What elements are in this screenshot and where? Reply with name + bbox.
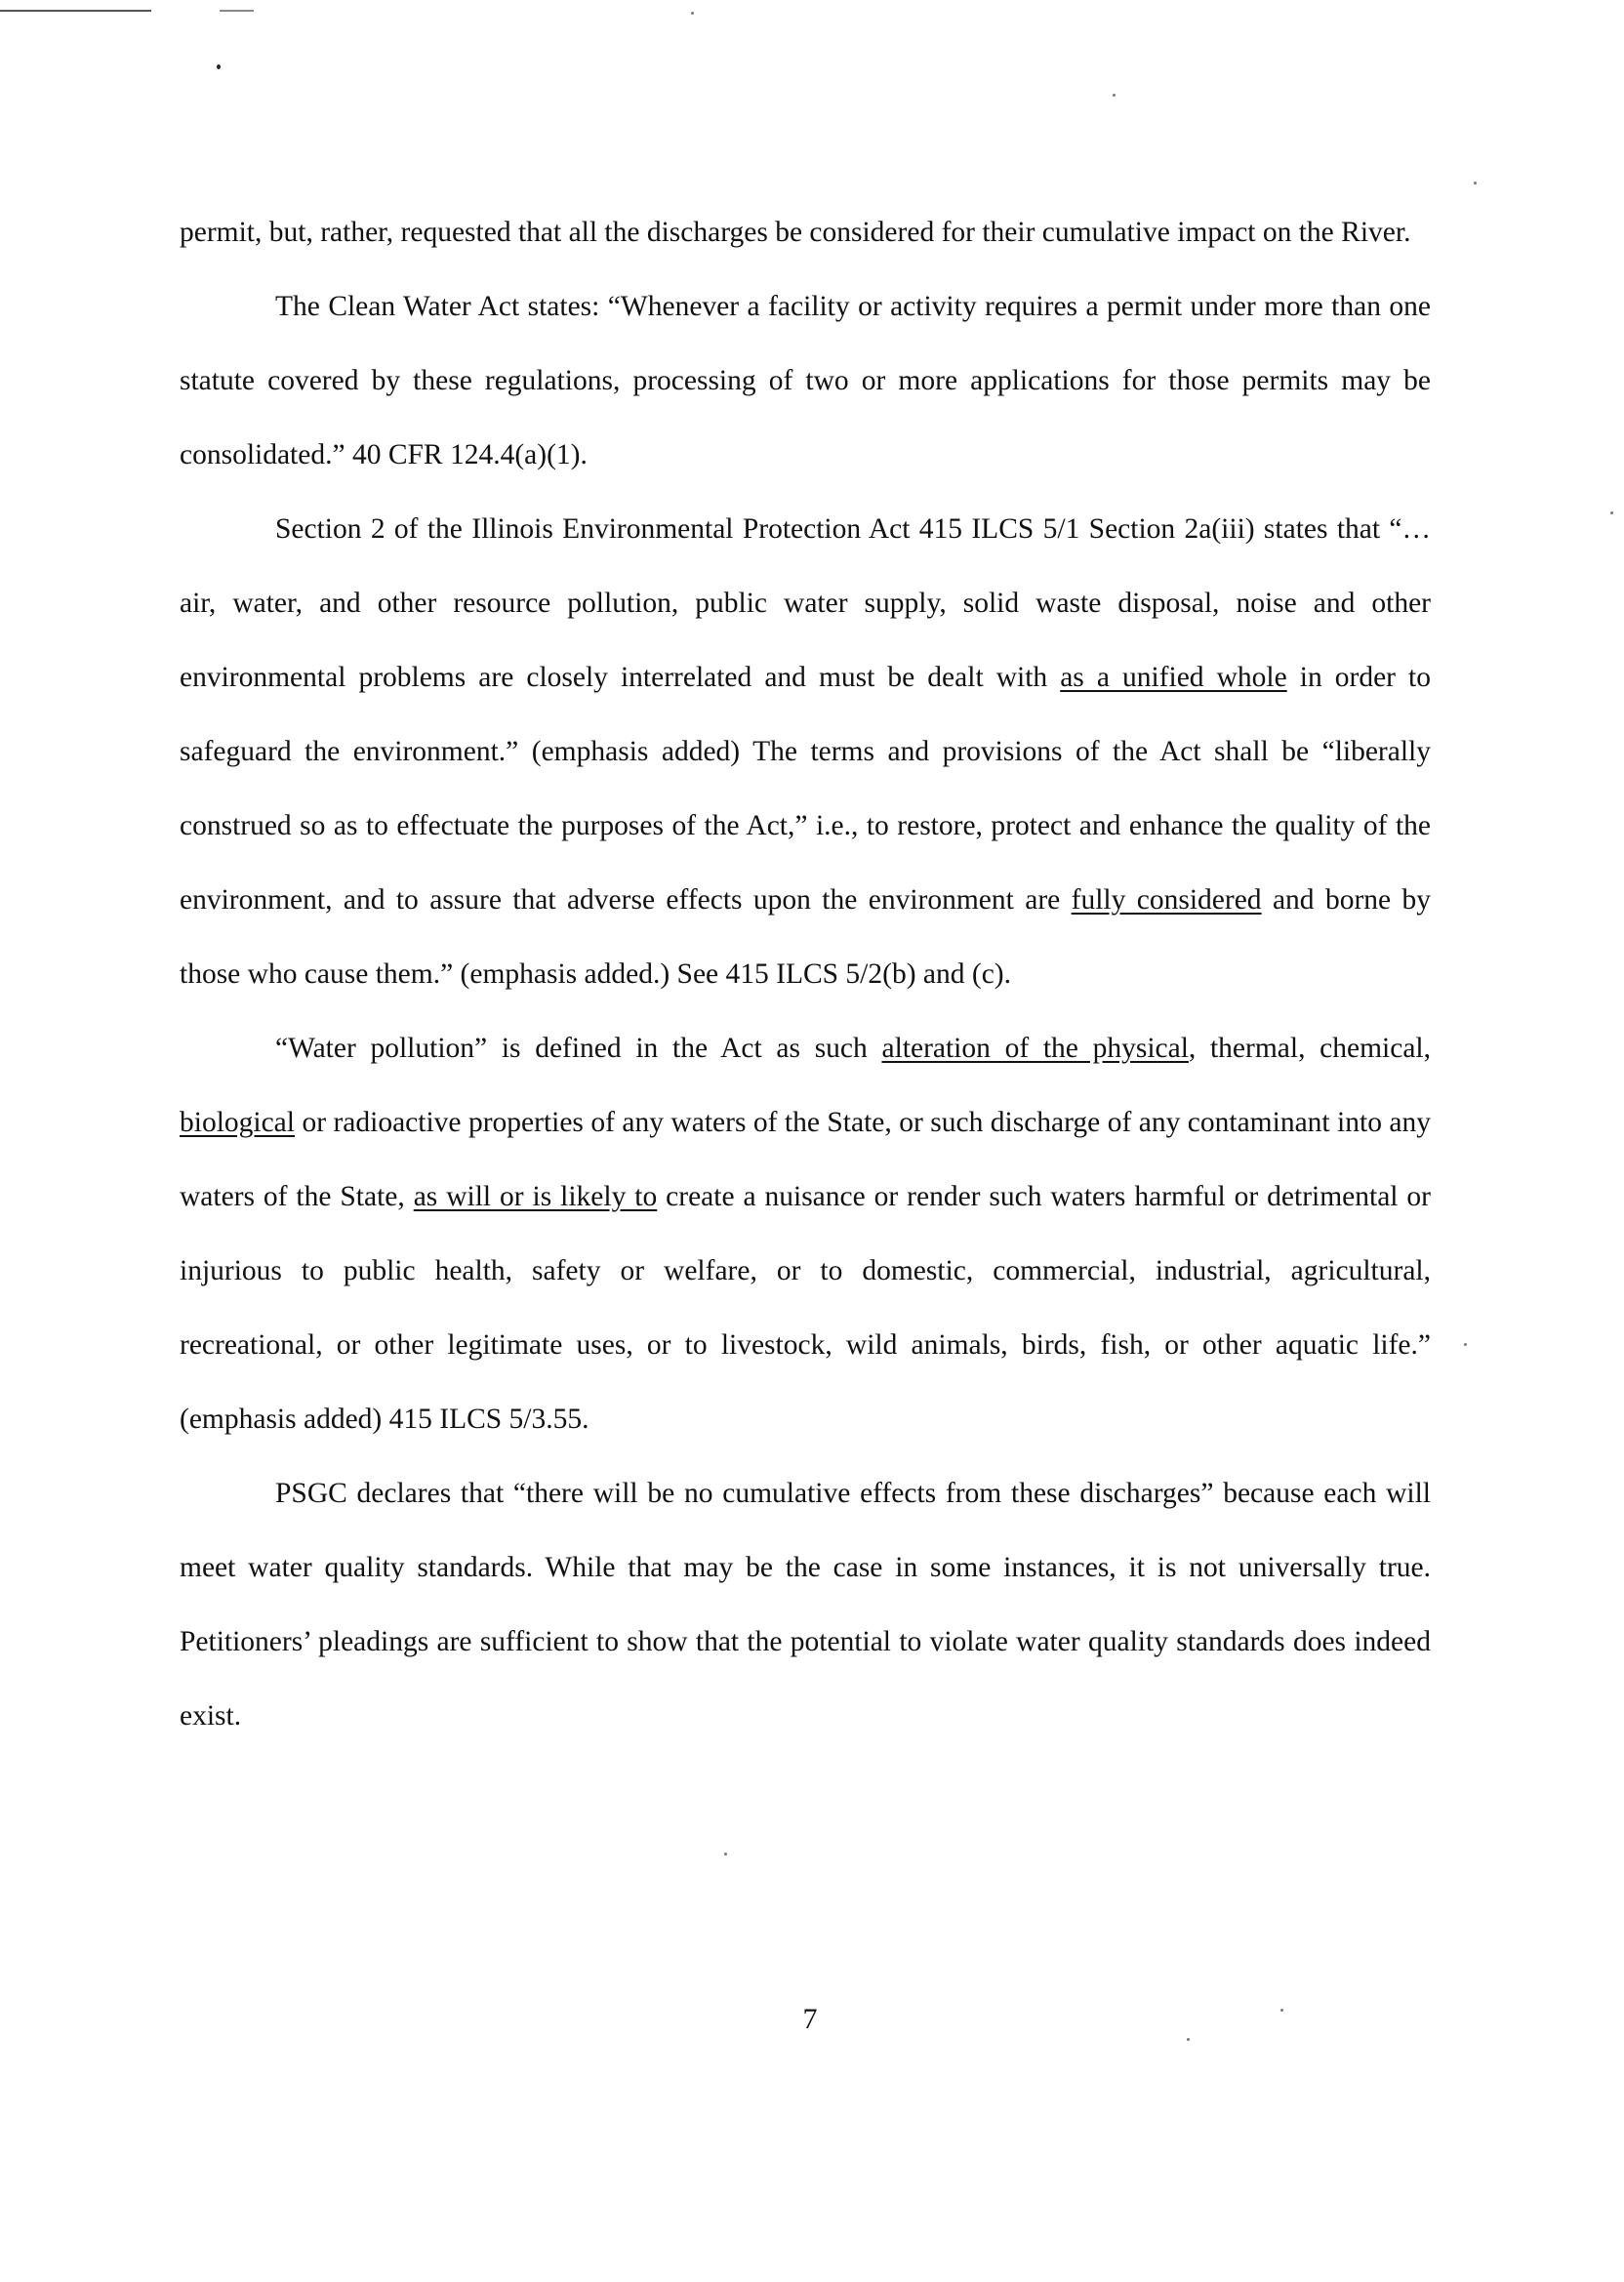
scan-speck <box>724 1853 727 1855</box>
scan-speck <box>1464 1343 1467 1346</box>
emphasis-underline: fully considered <box>1071 884 1262 916</box>
paragraph <box>180 1456 1431 1753</box>
emphasis-underline: biological <box>180 1107 295 1138</box>
text-run: permit, but, rather, requested that all the discharges be considered for their cumulative impact on the River. <box>180 217 1411 248</box>
scan-speck <box>1113 94 1116 97</box>
text-run: Section 2 of the Illinois Environmental Protection Act 415 ILCS 5/1 Section 2a(iii) states that “…air, water, and other resource pollution, public water supply, solid waste disposal, noise and other environmental problems are closely interrelated and must be dealt with <box>180 513 1431 693</box>
scan-artifact-line <box>220 10 254 12</box>
scan-speck <box>1280 2009 1283 2012</box>
text-run: “Water pollution” is defined in the Act as such <box>275 1033 882 1064</box>
emphasis-underline: as a unified whole <box>1060 662 1287 693</box>
text-run: The Clean Water Act states: “Whenever a facility or activity requires a permit under more than one statute covered by these regulations, processing of two or more applications for those permits may be consolidated.” 40 CFR 124.4(a)(1). <box>180 291 1431 470</box>
paragraph <box>180 492 1431 1011</box>
scan-speck <box>1187 2038 1190 2041</box>
text-run: and borne by those who cause them.” (emphasis added.) See 415 ILCS 5/2(b) and (c). <box>180 884 1432 990</box>
text-run: , thermal, chemical, <box>1188 1033 1431 1064</box>
emphasis-underline: as will or is likely to <box>413 1181 658 1212</box>
emphasis-underline: alteration of the physical <box>881 1033 1189 1064</box>
paragraph <box>180 195 1431 269</box>
paragraph <box>180 269 1431 492</box>
page-number: 7 <box>802 2003 818 2035</box>
scan-speck <box>1610 511 1613 514</box>
paragraph <box>180 1011 1431 1456</box>
scan-speck <box>1474 182 1477 184</box>
text-run: or radioactive properties of any waters of the State, or such discharge of any contaminant into any waters of the State, <box>180 1107 1431 1212</box>
text-run: PSGC declares that “there will be no cumulative effects from these discharges” because each will meet water quality standards. While that may be the case in some instances, it is not universally true. Petitioners’ pleadings are sufficient to show that the potential to violate water quality standards does indeed exist. <box>180 1478 1431 1732</box>
text-run: create a nuisance or render such waters harmful or detrimental or injurious to public health, safety or welfare, or to domestic, commercial, industrial, agricultural, recreational, or other legitimate uses, or to livestock, wild animals, birds, fish, or other aquatic life.” (emphasis added) 415 ILCS 5/3.55. <box>180 1181 1432 1435</box>
scan-speck <box>217 64 221 69</box>
text-run: in order to safeguard the environment.” (emphasis added) The terms and provisions of the Act shall be “liberally construed so as to effectuate the purposes of the Act,” i.e., to restore, protect and enhance the quality of the environment, and to assure that adverse effects upon the environment are <box>180 662 1432 916</box>
scan-speck <box>691 12 694 15</box>
body-text <box>180 195 1431 1753</box>
scan-artifact-line <box>0 10 151 12</box>
